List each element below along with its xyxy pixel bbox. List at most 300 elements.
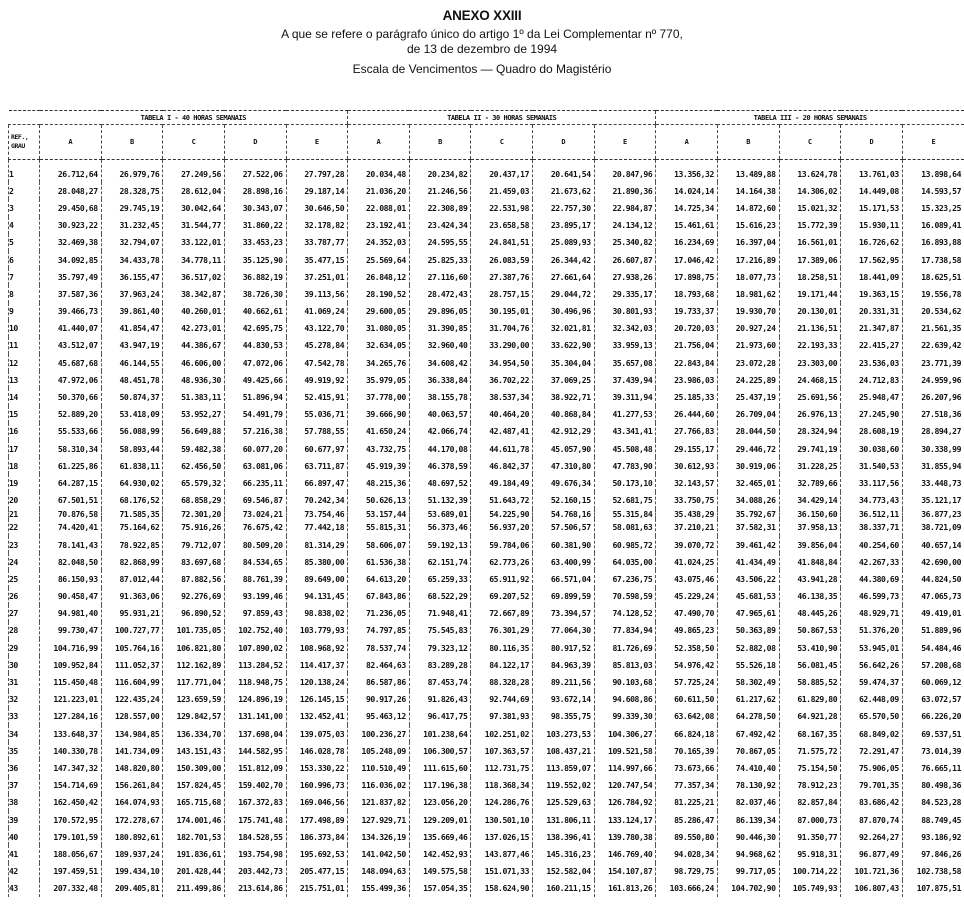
salary-cell-tabela-3-c: 50.867,53	[779, 622, 841, 639]
salary-cell-tabela-3-d: 59.474,37	[841, 673, 903, 690]
salary-cell-tabela-1-c: 79.712,07	[163, 536, 225, 553]
salary-cell-tabela-1-d: 159.402,70	[224, 777, 286, 794]
table-row	[9, 777, 964, 794]
salary-cell-tabela-3-e: 107.875,51	[902, 880, 964, 897]
salary-cell-tabela-1-c: 33.122,01	[163, 234, 225, 251]
salary-cell-tabela-1-d: 131.141,00	[224, 708, 286, 725]
salary-cell-tabela-1-e: 139.075,03	[286, 725, 348, 742]
salary-cell-tabela-3-d: 21.347,87	[841, 320, 903, 337]
salary-cell-tabela-3-c: 95.918,31	[779, 845, 841, 862]
salary-cell-tabela-1-c: 101.735,05	[163, 622, 225, 639]
salary-cell-tabela-2-b: 65.259,33	[409, 570, 471, 587]
salary-cell-tabela-2-a: 28.190,52	[348, 285, 410, 302]
salary-cell-tabela-3-b: 58.302,49	[717, 673, 779, 690]
salary-cell-tabela-2-e: 35.657,08	[594, 354, 656, 371]
salary-cell-tabela-3-e: 24.959,96	[902, 371, 964, 388]
salary-cell-tabela-3-b: 94.968,62	[717, 845, 779, 862]
salary-cell-tabela-1-a: 74.420,41	[40, 519, 102, 536]
salary-cell-tabela-2-d: 30.496,96	[533, 303, 595, 320]
salary-cell-tabela-1-c: 31.544,77	[163, 217, 225, 234]
salary-cell-tabela-2-d: 63.400,99	[533, 553, 595, 570]
salary-cell-tabela-1-d: 88.761,39	[224, 570, 286, 587]
salary-cell-tabela-3-e: 47.065,73	[902, 588, 964, 605]
salary-cell-tabela-2-e: 45.508,48	[594, 440, 656, 457]
salary-cell-tabela-3-a: 47.490,70	[656, 605, 718, 622]
table-caption: Escala de Vencimentos — Quadro do Magistério	[352, 62, 612, 76]
salary-cell-tabela-2-d: 119.552,02	[533, 777, 595, 794]
salary-cell-tabela-1-a: 179.101,59	[40, 828, 102, 845]
salary-cell-tabela-3-d: 96.877,49	[841, 845, 903, 862]
salary-cell-tabela-3-b: 50.363,89	[717, 622, 779, 639]
salary-cell-tabela-1-b: 64.930,02	[101, 474, 163, 491]
salary-cell-tabela-1-b: 50.874,37	[101, 388, 163, 405]
salary-cell-tabela-2-e: 133.124,17	[594, 811, 656, 828]
group-header-spacer	[9, 111, 40, 125]
salary-cell-tabela-3-d: 19.363,15	[841, 285, 903, 302]
salary-cell-tabela-1-a: 197.459,51	[40, 863, 102, 880]
table-row	[9, 536, 964, 553]
salary-cell-tabela-2-c: 124.286,76	[471, 794, 533, 811]
salary-cell-tabela-1-b: 78.922,85	[101, 536, 163, 553]
salary-cell-tabela-2-d: 21.673,62	[533, 182, 595, 199]
salary-cell-tabela-2-c: 97.381,93	[471, 708, 533, 725]
ref-grau-cell: 39	[9, 811, 40, 828]
salary-cell-tabela-3-b: 39.461,42	[717, 536, 779, 553]
salary-cell-tabela-2-a: 116.036,02	[348, 777, 410, 794]
salary-cell-tabela-1-d: 27.522,06	[224, 160, 286, 183]
salary-cell-tabela-1-e: 37.251,01	[286, 268, 348, 285]
salary-cell-tabela-3-a: 33.750,75	[656, 492, 718, 509]
salary-cell-tabela-1-a: 94.981,40	[40, 605, 102, 622]
salary-scale-table	[8, 110, 964, 897]
salary-cell-tabela-2-d: 54.768,16	[533, 509, 595, 519]
salary-cell-tabela-1-d: 54.491,79	[224, 406, 286, 423]
salary-cell-tabela-3-e: 102.738,58	[902, 863, 964, 880]
salary-cell-tabela-2-b: 117.196,38	[409, 777, 471, 794]
salary-cell-tabela-3-e: 73.014,39	[902, 742, 964, 759]
salary-cell-tabela-1-b: 41.854,47	[101, 320, 163, 337]
salary-cell-tabela-2-b: 79.323,12	[409, 639, 471, 656]
salary-cell-tabela-2-d: 152.582,04	[533, 863, 595, 880]
ref-grau-cell: 17	[9, 440, 40, 457]
ref-grau-cell: 4	[9, 217, 40, 234]
salary-cell-tabela-2-e: 27.938,26	[594, 268, 656, 285]
salary-cell-tabela-3-d: 72.291,47	[841, 742, 903, 759]
salary-cell-tabela-1-e: 195.692,53	[286, 845, 348, 862]
salary-cell-tabela-1-e: 43.122,70	[286, 320, 348, 337]
salary-cell-tabela-3-d: 14.449,08	[841, 182, 903, 199]
salary-cell-tabela-3-c: 34.429,14	[779, 492, 841, 509]
salary-cell-tabela-2-b: 129.209,01	[409, 811, 471, 828]
salary-cell-tabela-1-c: 48.936,30	[163, 371, 225, 388]
salary-cell-tabela-2-d: 38.922,71	[533, 388, 595, 405]
salary-cell-tabela-3-b: 34.088,26	[717, 492, 779, 509]
salary-cell-tabela-3-d: 16.726,62	[841, 234, 903, 251]
column-header-t3-e: E	[902, 125, 964, 160]
salary-cell-tabela-3-b: 67.492,42	[717, 725, 779, 742]
salary-cell-tabela-1-c: 123.659,59	[163, 691, 225, 708]
salary-cell-tabela-1-e: 52.415,91	[286, 388, 348, 405]
salary-cell-tabela-1-a: 109.952,84	[40, 656, 102, 673]
salary-cell-tabela-3-a: 29.155,17	[656, 440, 718, 457]
salary-cell-tabela-1-a: 82.048,50	[40, 553, 102, 570]
salary-cell-tabela-3-e: 15.323,25	[902, 199, 964, 216]
salary-cell-tabela-3-a: 14.024,14	[656, 182, 718, 199]
salary-cell-tabela-3-d: 75.906,05	[841, 759, 903, 776]
salary-cell-tabela-2-d: 66.571,04	[533, 570, 595, 587]
salary-cell-tabela-1-c: 201.428,44	[163, 863, 225, 880]
ref-grau-cell: 30	[9, 656, 40, 673]
salary-cell-tabela-3-a: 20.720,03	[656, 320, 718, 337]
salary-cell-tabela-2-c: 59.784,06	[471, 536, 533, 553]
salary-cell-tabela-3-a: 57.725,24	[656, 673, 718, 690]
salary-cell-tabela-2-c: 26.083,59	[471, 251, 533, 268]
salary-cell-tabela-2-e: 85.813,03	[594, 656, 656, 673]
salary-cell-tabela-1-b: 172.278,67	[101, 811, 163, 828]
salary-cell-tabela-3-b: 104.702,90	[717, 880, 779, 897]
salary-cell-tabela-2-e: 109.521,58	[594, 742, 656, 759]
salary-cell-tabela-1-d: 124.896,19	[224, 691, 286, 708]
salary-cell-tabela-2-b: 106.300,57	[409, 742, 471, 759]
ref-grau-cell: 18	[9, 457, 40, 474]
salary-cell-tabela-1-a: 127.284,16	[40, 708, 102, 725]
salary-cell-tabela-2-a: 155.499,36	[348, 880, 410, 897]
salary-cell-tabela-2-d: 32.021,81	[533, 320, 595, 337]
salary-cell-tabela-1-c: 129.842,57	[163, 708, 225, 725]
salary-cell-tabela-1-b: 46.144,55	[101, 354, 163, 371]
salary-cell-tabela-2-e: 120.747,54	[594, 777, 656, 794]
salary-cell-tabela-1-b: 134.984,85	[101, 725, 163, 742]
salary-cell-tabela-1-b: 105.764,16	[101, 639, 163, 656]
salary-cell-tabela-1-c: 34.778,11	[163, 251, 225, 268]
salary-cell-tabela-2-d: 49.676,34	[533, 474, 595, 491]
ref-grau-cell: 25	[9, 570, 40, 587]
salary-cell-tabela-3-d: 23.536,03	[841, 354, 903, 371]
salary-cell-tabela-1-a: 188.056,67	[40, 845, 102, 862]
table-row	[9, 639, 964, 656]
salary-cell-tabela-1-b: 26.979,76	[101, 160, 163, 183]
salary-cell-tabela-2-b: 28.472,43	[409, 285, 471, 302]
ref-grau-cell: 6	[9, 251, 40, 268]
salary-cell-tabela-1-d: 144.582,95	[224, 742, 286, 759]
salary-cell-tabela-2-e: 47.783,90	[594, 457, 656, 474]
salary-cell-tabela-2-c: 20.437,17	[471, 160, 533, 183]
salary-cell-tabela-1-d: 57.216,38	[224, 423, 286, 440]
ref-grau-cell: 16	[9, 423, 40, 440]
salary-cell-tabela-3-e: 76.665,11	[902, 759, 964, 776]
salary-cell-tabela-2-a: 110.510,49	[348, 759, 410, 776]
salary-cell-tabela-1-a: 170.572,95	[40, 811, 102, 828]
salary-cell-tabela-3-e: 51.889,96	[902, 622, 964, 639]
salary-cell-tabela-3-d: 68.849,02	[841, 725, 903, 742]
salary-cell-tabela-2-e: 24.134,12	[594, 217, 656, 234]
salary-cell-tabela-2-c: 107.363,57	[471, 742, 533, 759]
salary-cell-tabela-3-c: 19.171,44	[779, 285, 841, 302]
salary-cell-tabela-1-a: 78.141,43	[40, 536, 102, 553]
column-header-t3-a: A	[656, 125, 718, 160]
salary-cell-tabela-3-c: 14.306,02	[779, 182, 841, 199]
salary-cell-tabela-1-e: 98.838,02	[286, 605, 348, 622]
salary-cell-tabela-2-b: 83.289,28	[409, 656, 471, 673]
salary-cell-tabela-3-d: 106.807,43	[841, 880, 903, 897]
salary-cell-tabela-2-e: 90.103,68	[594, 673, 656, 690]
salary-cell-tabela-2-d: 98.355,75	[533, 708, 595, 725]
salary-cell-tabela-3-e: 66.226,20	[902, 708, 964, 725]
salary-cell-tabela-3-e: 14.593,57	[902, 182, 964, 199]
salary-cell-tabela-3-d: 17.562,95	[841, 251, 903, 268]
salary-cell-tabela-1-a: 207.332,48	[40, 880, 102, 897]
salary-cell-tabela-1-c: 143.151,43	[163, 742, 225, 759]
salary-cell-tabela-2-c: 24.841,51	[471, 234, 533, 251]
salary-cell-tabela-3-e: 49.419,01	[902, 605, 964, 622]
salary-cell-tabela-1-d: 63.081,06	[224, 457, 286, 474]
salary-cell-tabela-3-d: 92.264,27	[841, 828, 903, 845]
salary-cell-tabela-3-b: 18.981,62	[717, 285, 779, 302]
salary-cell-tabela-3-a: 81.225,21	[656, 794, 718, 811]
salary-cell-tabela-1-c: 44.386,67	[163, 337, 225, 354]
salary-cell-tabela-3-c: 87.000,73	[779, 811, 841, 828]
law-date: de 13 de dezembro de 1994	[406, 42, 558, 56]
salary-cell-tabela-1-d: 167.372,83	[224, 794, 286, 811]
salary-cell-tabela-2-a: 82.464,63	[348, 656, 410, 673]
salary-cell-tabela-3-b: 55.526,18	[717, 656, 779, 673]
salary-cell-tabela-1-b: 164.074,93	[101, 794, 163, 811]
salary-cell-tabela-2-d: 47.310,80	[533, 457, 595, 474]
salary-cell-tabela-2-a: 61.536,38	[348, 553, 410, 570]
salary-cell-tabela-2-d: 57.506,57	[533, 519, 595, 536]
salary-cell-tabela-1-c: 36.517,02	[163, 268, 225, 285]
salary-cell-tabela-1-d: 36.882,19	[224, 268, 286, 285]
salary-cell-tabela-2-a: 34.265,76	[348, 354, 410, 371]
salary-cell-tabela-3-b: 41.434,49	[717, 553, 779, 570]
column-header-t1-e: E	[286, 125, 348, 160]
salary-cell-tabela-1-e: 85.380,00	[286, 553, 348, 570]
salary-cell-tabela-3-e: 19.556,78	[902, 285, 964, 302]
salary-cell-tabela-3-c: 23.303,00	[779, 354, 841, 371]
salary-cell-tabela-2-a: 74.797,85	[348, 622, 410, 639]
salary-cell-tabela-1-b: 95.931,21	[101, 605, 163, 622]
salary-cell-tabela-3-c: 100.714,22	[779, 863, 841, 880]
salary-cell-tabela-2-e: 74.128,52	[594, 605, 656, 622]
salary-cell-tabela-1-d: 40.662,61	[224, 303, 286, 320]
salary-cell-tabela-2-b: 44.170,08	[409, 440, 471, 457]
salary-cell-tabela-2-b: 142.452,93	[409, 845, 471, 862]
salary-cell-tabela-1-a: 43.512,07	[40, 337, 102, 354]
salary-cell-tabela-3-a: 30.612,93	[656, 457, 718, 474]
salary-cell-tabela-3-e: 23.771,39	[902, 354, 964, 371]
ref-grau-cell: 9	[9, 303, 40, 320]
salary-cell-tabela-1-c: 38.342,87	[163, 285, 225, 302]
salary-cell-tabela-1-d: 97.859,43	[224, 605, 286, 622]
salary-cell-tabela-2-c: 92.744,69	[471, 691, 533, 708]
salary-cell-tabela-2-a: 95.463,12	[348, 708, 410, 725]
table-row	[9, 234, 964, 251]
salary-cell-tabela-3-c: 48.445,26	[779, 605, 841, 622]
salary-cell-tabela-2-a: 90.917,26	[348, 691, 410, 708]
salary-cell-tabela-3-e: 93.186,92	[902, 828, 964, 845]
salary-cell-tabela-2-c: 33.290,00	[471, 337, 533, 354]
salary-cell-tabela-1-e: 27.797,28	[286, 160, 348, 183]
salary-cell-tabela-2-c: 56.937,20	[471, 519, 533, 536]
ref-grau-cell: 14	[9, 388, 40, 405]
salary-cell-tabela-3-a: 17.046,42	[656, 251, 718, 268]
ref-grau-cell: 10	[9, 320, 40, 337]
salary-cell-tabela-1-b: 122.435,24	[101, 691, 163, 708]
salary-cell-tabela-3-c: 82.857,84	[779, 794, 841, 811]
table-row	[9, 553, 964, 570]
salary-cell-tabela-2-b: 38.155,78	[409, 388, 471, 405]
salary-cell-tabela-2-d: 22.757,30	[533, 199, 595, 216]
salary-cell-tabela-2-a: 20.034,48	[348, 160, 410, 183]
salary-cell-tabela-1-a: 154.714,69	[40, 777, 102, 794]
salary-cell-tabela-3-e: 60.069,12	[902, 673, 964, 690]
salary-cell-tabela-2-b: 123.056,20	[409, 794, 471, 811]
salary-cell-tabela-1-e: 132.452,41	[286, 708, 348, 725]
salary-cell-tabela-3-c: 68.167,35	[779, 725, 841, 742]
salary-cell-tabela-3-b: 82.037,46	[717, 794, 779, 811]
table-row	[9, 285, 964, 302]
ref-grau-cell: 35	[9, 742, 40, 759]
column-header-t3-d: D	[841, 125, 903, 160]
ref-grau-cell: 33	[9, 708, 40, 725]
salary-cell-tabela-3-e: 36.877,23	[902, 509, 964, 519]
ref-grau-cell: 15	[9, 406, 40, 423]
salary-cell-tabela-2-e: 58.081,63	[594, 519, 656, 536]
salary-cell-tabela-1-e: 32.178,82	[286, 217, 348, 234]
salary-cell-tabela-1-a: 55.533,66	[40, 423, 102, 440]
salary-cell-tabela-1-e: 39.113,56	[286, 285, 348, 302]
salary-cell-tabela-3-a: 23.986,03	[656, 371, 718, 388]
ref-grau-cell: 13	[9, 371, 40, 388]
ref-grau-cell: 41	[9, 845, 40, 862]
salary-cell-tabela-1-a: 52.889,20	[40, 406, 102, 423]
salary-cell-tabela-2-a: 71.236,05	[348, 605, 410, 622]
salary-cell-tabela-3-d: 18.441,09	[841, 268, 903, 285]
salary-cell-tabela-3-a: 39.070,72	[656, 536, 718, 553]
table-row	[9, 828, 964, 845]
salary-cell-tabela-1-c: 191.836,61	[163, 845, 225, 862]
ref-grau-cell: 3	[9, 199, 40, 216]
salary-cell-tabela-1-e: 63.711,87	[286, 457, 348, 474]
salary-cell-tabela-2-d: 29.044,72	[533, 285, 595, 302]
salary-cell-tabela-2-c: 40.464,20	[471, 406, 533, 423]
column-header-t1-c: C	[163, 125, 225, 160]
salary-cell-tabela-1-e: 81.314,29	[286, 536, 348, 553]
salary-cell-tabela-3-c: 26.976,13	[779, 406, 841, 423]
salary-cell-tabela-2-d: 69.899,59	[533, 588, 595, 605]
salary-cell-tabela-2-c: 49.184,49	[471, 474, 533, 491]
salary-cell-tabela-3-e: 20.534,62	[902, 303, 964, 320]
salary-cell-tabela-3-b: 47.965,61	[717, 605, 779, 622]
salary-cell-tabela-3-c: 13.624,78	[779, 160, 841, 183]
salary-cell-tabela-2-b: 21.246,56	[409, 182, 471, 199]
salary-cell-tabela-3-c: 24.468,15	[779, 371, 841, 388]
salary-cell-tabela-1-c: 53.952,27	[163, 406, 225, 423]
salary-cell-tabela-1-d: 203.442,73	[224, 863, 286, 880]
salary-cell-tabela-1-b: 189.937,24	[101, 845, 163, 862]
salary-cell-tabela-3-b: 61.217,62	[717, 691, 779, 708]
salary-cell-tabela-2-d: 84.963,39	[533, 656, 595, 673]
salary-cell-tabela-2-e: 20.847,96	[594, 160, 656, 183]
salary-cell-tabela-2-a: 31.080,05	[348, 320, 410, 337]
table-row	[9, 519, 964, 536]
salary-cell-tabela-1-b: 75.164,62	[101, 519, 163, 536]
salary-cell-tabela-1-e: 186.373,84	[286, 828, 348, 845]
salary-cell-tabela-2-c: 21.459,03	[471, 182, 533, 199]
salary-cell-tabela-3-e: 35.121,17	[902, 492, 964, 509]
salary-cell-tabela-2-e: 32.342,03	[594, 320, 656, 337]
salary-cell-tabela-1-a: 34.092,85	[40, 251, 102, 268]
salary-cell-tabela-2-a: 23.192,41	[348, 217, 410, 234]
salary-cell-tabela-3-e: 84.523,28	[902, 794, 964, 811]
salary-cell-tabela-2-c: 28.757,15	[471, 285, 533, 302]
salary-cell-tabela-3-e: 80.498,36	[902, 777, 964, 794]
salary-cell-tabela-3-d: 40.254,60	[841, 536, 903, 553]
salary-cell-tabela-2-e: 77.834,94	[594, 622, 656, 639]
salary-cell-tabela-2-a: 67.843,86	[348, 588, 410, 605]
table-row	[9, 337, 964, 354]
salary-cell-tabela-3-a: 60.611,50	[656, 691, 718, 708]
salary-cell-tabela-3-e: 88.749,45	[902, 811, 964, 828]
salary-cell-tabela-3-c: 32.789,66	[779, 474, 841, 491]
salary-cell-tabela-1-d: 69.546,87	[224, 492, 286, 509]
table-row	[9, 354, 964, 371]
salary-cell-tabela-3-d: 38.337,71	[841, 519, 903, 536]
salary-cell-tabela-2-a: 21.036,20	[348, 182, 410, 199]
salary-cell-tabela-3-e: 38.721,09	[902, 519, 964, 536]
salary-cell-tabela-2-e: 70.598,59	[594, 588, 656, 605]
salary-cell-tabela-2-b: 46.378,59	[409, 457, 471, 474]
table-row	[9, 691, 964, 708]
salary-cell-tabela-1-c: 72.301,20	[163, 509, 225, 519]
salary-cell-tabela-1-e: 160.996,73	[286, 777, 348, 794]
salary-cell-tabela-3-b: 20.927,24	[717, 320, 779, 337]
salary-cell-tabela-2-e: 50.173,10	[594, 474, 656, 491]
salary-cell-tabela-3-b: 13.489,88	[717, 160, 779, 183]
salary-cell-tabela-2-b: 62.151,74	[409, 553, 471, 570]
ref-grau-cell: 5	[9, 234, 40, 251]
salary-cell-tabela-3-a: 103.666,24	[656, 880, 718, 897]
salary-cell-tabela-1-c: 42.273,01	[163, 320, 225, 337]
table-row	[9, 742, 964, 759]
salary-cell-tabela-3-b: 24.225,89	[717, 371, 779, 388]
salary-cell-tabela-1-c: 56.649,88	[163, 423, 225, 440]
salary-cell-tabela-3-c: 75.154,50	[779, 759, 841, 776]
salary-cell-tabela-2-c: 34.954,50	[471, 354, 533, 371]
salary-cell-tabela-3-b: 28.044,50	[717, 423, 779, 440]
salary-cell-tabela-2-c: 112.731,75	[471, 759, 533, 776]
salary-cell-tabela-3-a: 43.075,46	[656, 570, 718, 587]
salary-cell-tabela-2-c: 151.071,33	[471, 863, 533, 880]
salary-cell-tabela-3-b: 19.930,70	[717, 303, 779, 320]
salary-cell-tabela-1-e: 108.968,92	[286, 639, 348, 656]
salary-cell-tabela-2-e: 52.681,75	[594, 492, 656, 509]
table-row	[9, 492, 964, 509]
salary-cell-tabela-2-b: 36.338,84	[409, 371, 471, 388]
salary-cell-tabela-1-c: 27.249,56	[163, 160, 225, 183]
salary-cell-tabela-3-d: 53.945,01	[841, 639, 903, 656]
salary-cell-tabela-1-a: 26.712,64	[40, 160, 102, 183]
salary-cell-tabela-3-a: 15.461,61	[656, 217, 718, 234]
salary-cell-tabela-2-b: 48.697,52	[409, 474, 471, 491]
salary-cell-tabela-1-d: 213.614,86	[224, 880, 286, 897]
salary-cell-tabela-2-a: 58.606,07	[348, 536, 410, 553]
table-row	[9, 457, 964, 474]
salary-cell-tabela-2-d: 77.064,30	[533, 622, 595, 639]
salary-cell-tabela-1-b: 199.434,10	[101, 863, 163, 880]
salary-cell-tabela-2-c: 80.116,35	[471, 639, 533, 656]
salary-cell-tabela-2-a: 148.094,63	[348, 863, 410, 880]
